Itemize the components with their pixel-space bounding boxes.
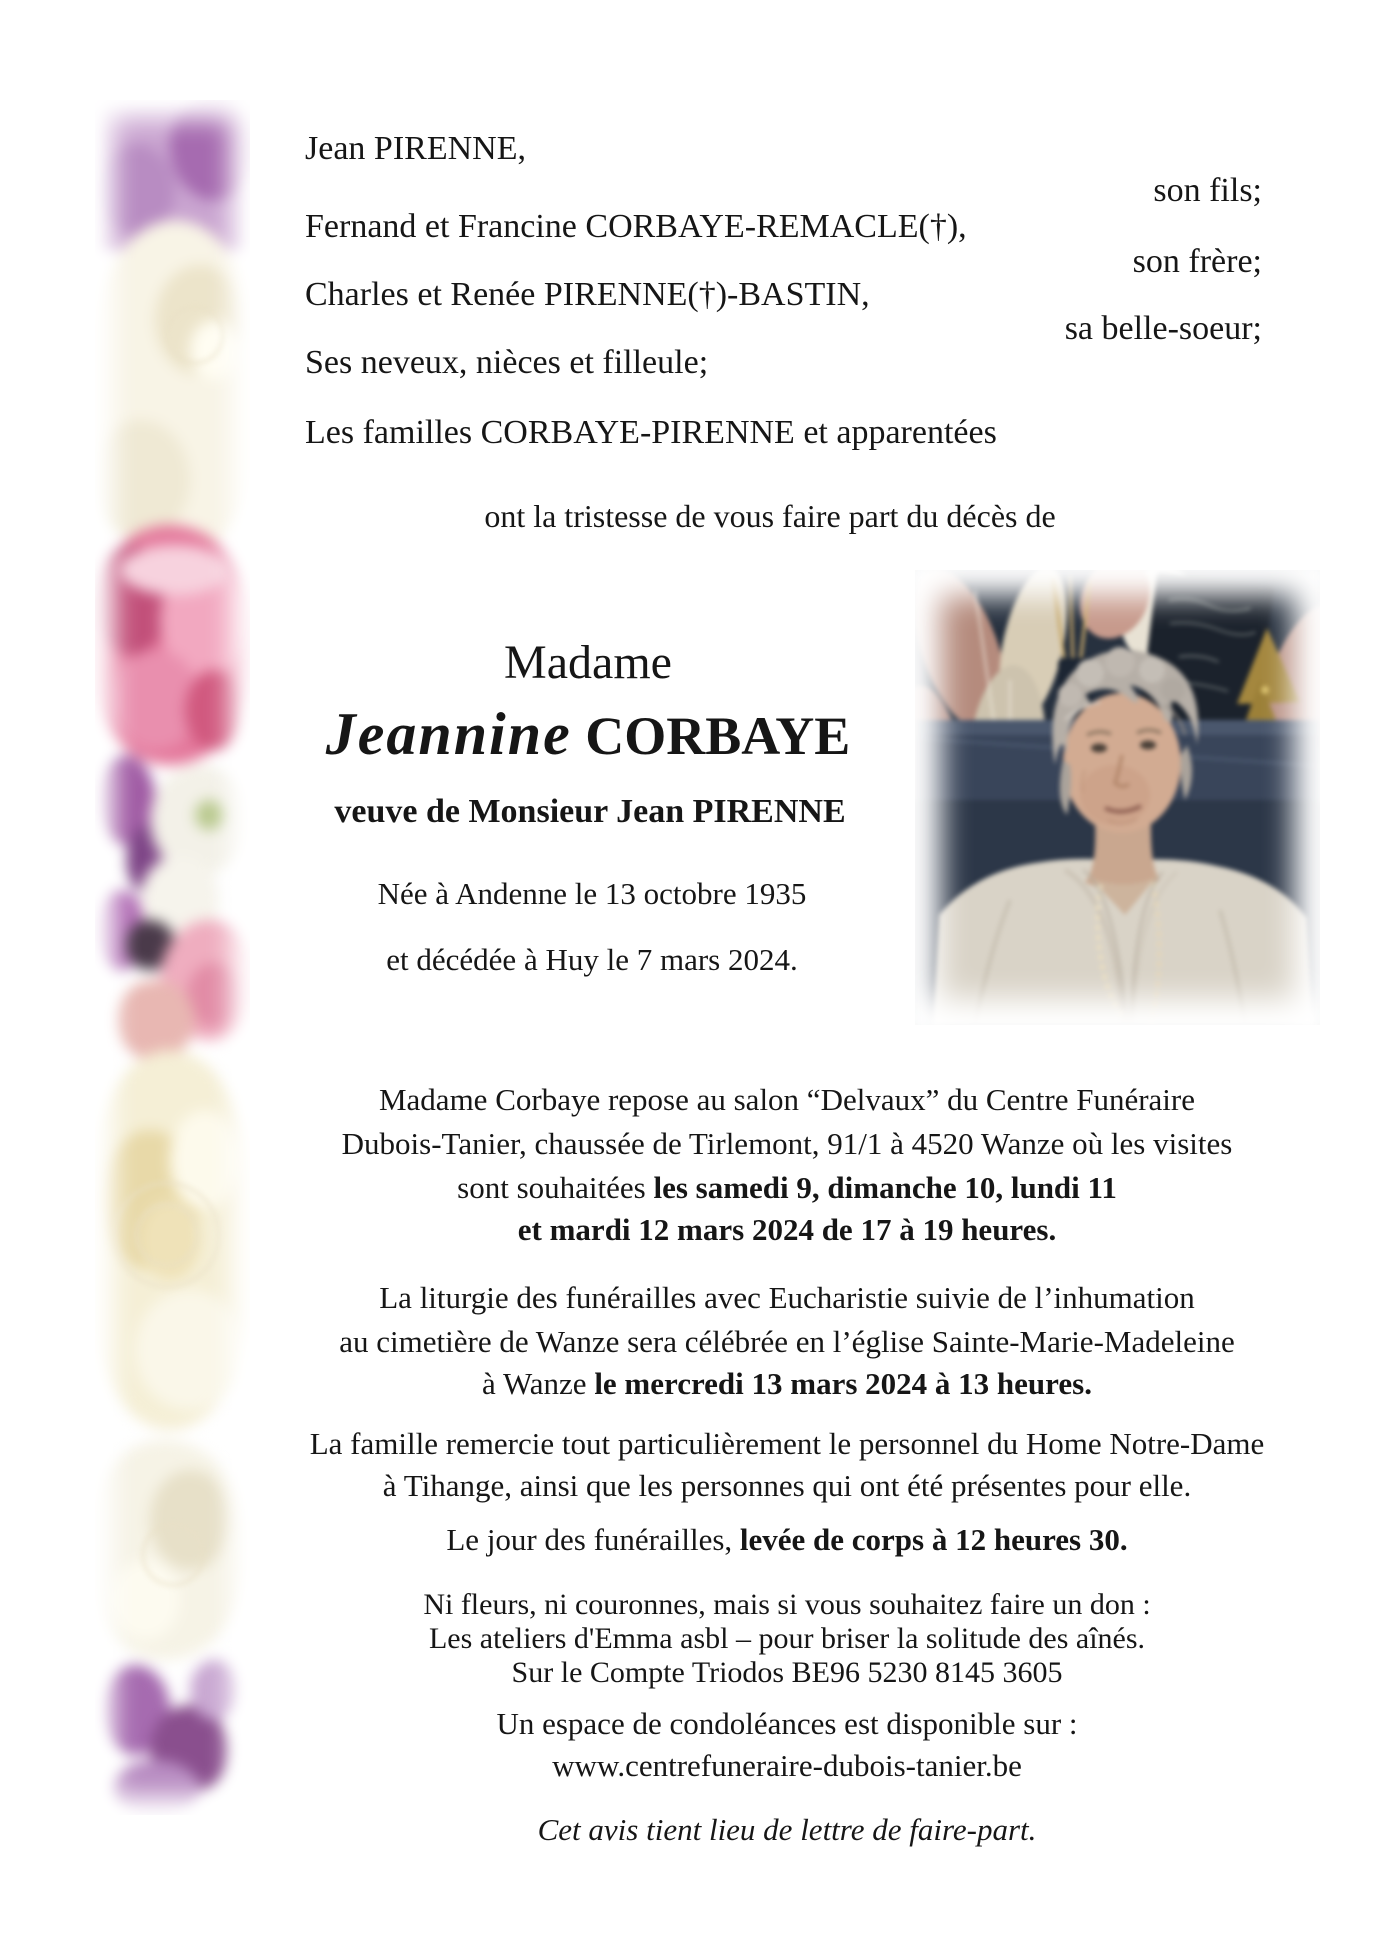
visits-text: Madame Corbaye repose au salon “Delvaux” du Centre Funéraire bbox=[378, 1082, 1196, 1117]
family-line: Charles et Renée PIRENNE(†)-BASTIN, bbox=[305, 276, 870, 313]
condolences-line: Un espace de condoléances est disponible sur : bbox=[496, 1706, 1078, 1741]
deceased-last-name bbox=[572, 706, 586, 766]
announcement-line: ont la tristesse de vous faire part du décès de bbox=[484, 498, 1056, 534]
visits-dates-bold: les samedi 9, dimanche 10, lundi 11 bbox=[653, 1170, 1117, 1205]
website-line: www.centrefuneraire-dubois-tanier.be bbox=[552, 1748, 1022, 1783]
family-line: Ses neveux, nièces et filleule; bbox=[305, 344, 709, 381]
thanks-text: La famille remercie tout particulièrement le personnel du Home Notre-Dame bbox=[309, 1426, 1265, 1461]
portrait-photo bbox=[915, 570, 1320, 1025]
widow-line: veuve de Monsieur Jean PIRENNE bbox=[334, 793, 846, 830]
thanks-line bbox=[310, 1426, 1265, 1462]
visits-dates-bold: et mardi 12 mars 2024 de 17 à 19 heures. bbox=[517, 1212, 1057, 1247]
family-line: Jean PIRENNE, bbox=[305, 130, 526, 167]
liturgy-text: La liturgie des funérailles avec Eucharistie suivie de l’inhumation bbox=[379, 1280, 1195, 1315]
flower-strip-image bbox=[95, 100, 250, 1815]
liturgy-text: au cimetière de Wanze sera célébrée en l’église Sainte-Marie-Madeleine bbox=[339, 1324, 1235, 1359]
funeral-day-line bbox=[446, 1522, 1127, 1558]
liturgy-line bbox=[379, 1280, 1195, 1316]
liturgy-line bbox=[482, 1366, 1092, 1402]
deceased-title: Madame bbox=[504, 636, 672, 689]
funeral-day-bold: levée de corps à 12 heures 30. bbox=[739, 1522, 1128, 1557]
relation-label: son frère; bbox=[1132, 243, 1262, 280]
visits-text: Dubois-Tanier, chaussée de Tirlemont, 91/1 à 4520 Wanze où les visites bbox=[341, 1126, 1233, 1161]
birth-line: Née à Andenne le 13 octobre 1935 bbox=[377, 876, 807, 911]
liturgy-date-bold: le mercredi 13 mars 2024 à 13 heures. bbox=[594, 1366, 1092, 1401]
liturgy-text: à Wanze bbox=[482, 1366, 595, 1401]
donation-line: Ni fleurs, ni couronnes, mais si vous souhaitez faire un don : bbox=[423, 1588, 1151, 1621]
closing-line: Cet avis tient lieu de lettre de faire-part. bbox=[537, 1812, 1037, 1847]
thanks-line bbox=[383, 1468, 1191, 1504]
donation-line: Sur le Compte Triodos BE96 5230 8145 3605 bbox=[511, 1656, 1063, 1689]
funeral-day-text: Le jour des funérailles, bbox=[446, 1522, 740, 1557]
family-line: Fernand et Francine CORBAYE-REMACLE(†), bbox=[305, 208, 967, 245]
deceased-name bbox=[326, 700, 851, 769]
donation-line: Les ateliers d'Emma asbl – pour briser la solitude des aînés. bbox=[428, 1622, 1146, 1655]
liturgy-line bbox=[339, 1324, 1234, 1360]
visits-line bbox=[342, 1126, 1233, 1162]
deceased-last-name-text: CORBAYE bbox=[585, 706, 851, 766]
death-line: et décédée à Huy le 7 mars 2024. bbox=[386, 942, 798, 977]
relation-label: sa belle-soeur; bbox=[1064, 310, 1262, 347]
thanks-text: à Tihange, ainsi que les personnes qui ont été présentes pour elle. bbox=[382, 1468, 1192, 1503]
visits-line bbox=[518, 1212, 1056, 1248]
family-line: Les familles CORBAYE-PIRENNE et apparentées bbox=[305, 414, 997, 451]
relation-label: son fils; bbox=[1153, 172, 1262, 209]
visits-text: sont souhaitées bbox=[457, 1170, 654, 1205]
visits-line bbox=[457, 1170, 1117, 1206]
deceased-first-name: Jeannine bbox=[325, 701, 572, 767]
visits-line bbox=[379, 1082, 1195, 1118]
